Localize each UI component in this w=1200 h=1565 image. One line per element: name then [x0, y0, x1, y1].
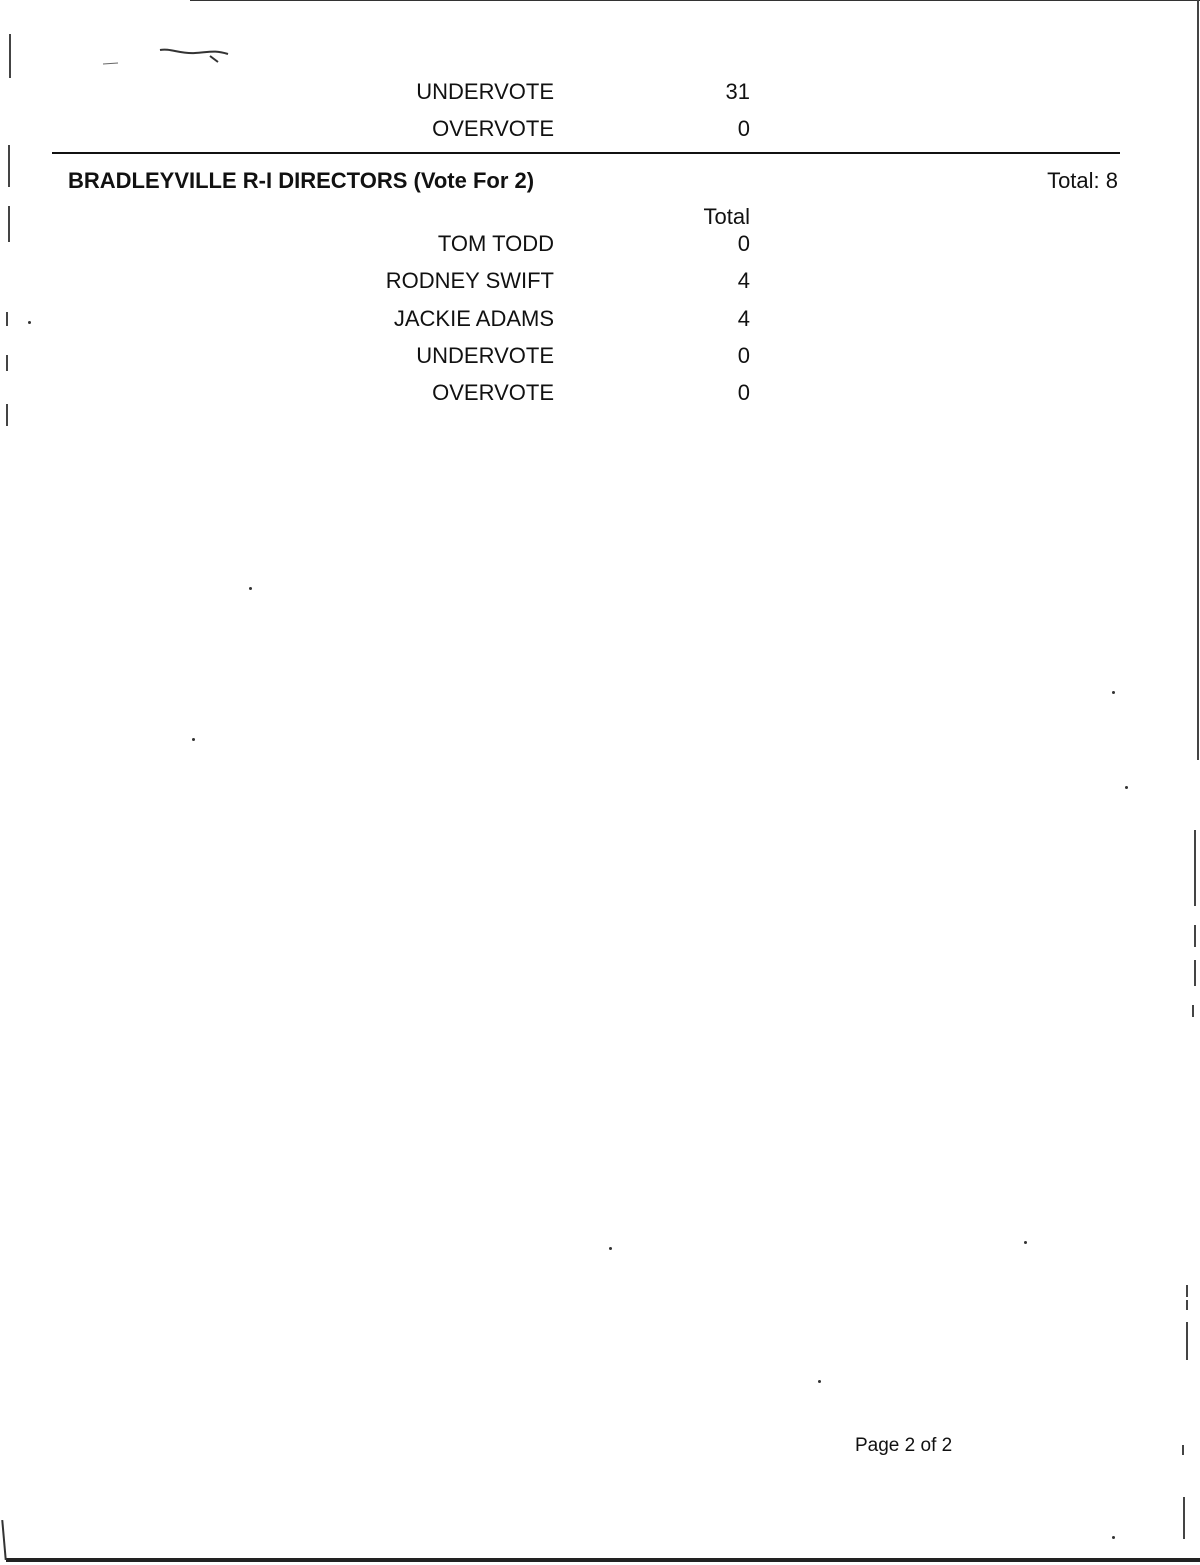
scan-mark: [8, 206, 10, 242]
scan-mark: [1186, 1322, 1188, 1360]
scan-mark: [1186, 1285, 1188, 1297]
previous-undervote-value: 31: [725, 79, 750, 104]
previous-undervote-label: UNDERVOTE: [416, 79, 554, 104]
total-column-header: Total: [703, 204, 750, 229]
candidate-votes: 4: [737, 306, 750, 331]
scan-speck: [1112, 1536, 1115, 1539]
contest-divider: [52, 152, 1120, 154]
scan-mark: [1194, 830, 1196, 906]
scan-mark: [6, 355, 8, 371]
scan-mark: [6, 404, 8, 426]
scan-mark: [1186, 1300, 1188, 1310]
scan-edge-right: [1197, 0, 1199, 760]
candidate-votes: 0: [737, 231, 750, 256]
handwritten-scribble: [100, 44, 240, 74]
scan-speck: [28, 321, 31, 324]
candidate-votes: 4: [737, 268, 750, 293]
candidate-label: JACKIE ADAMS: [393, 306, 554, 331]
undervote-label: UNDERVOTE: [416, 343, 554, 368]
previous-overvote-label: OVERVOTE: [432, 116, 554, 141]
scan-mark: [1194, 925, 1196, 947]
scan-mark: [1192, 1005, 1194, 1017]
previous-overvote-value: 0: [737, 116, 750, 141]
scan-mark: [1182, 1445, 1184, 1455]
scan-edge-top: [190, 0, 1200, 1]
scan-speck: [249, 587, 252, 590]
candidate-label: TOM TODD: [437, 231, 554, 256]
scan-edge-left: [1, 1520, 6, 1560]
scan-mark: [1183, 1497, 1185, 1539]
overvote-value: 0: [737, 380, 750, 405]
scan-speck: [1125, 786, 1128, 789]
scan-speck: [192, 738, 195, 741]
scan-edge-bottom: [6, 1558, 1200, 1562]
candidate-label: RODNEY SWIFT: [385, 268, 554, 293]
scan-mark: [1194, 960, 1196, 986]
scan-mark: [6, 312, 8, 326]
contest-title: BRADLEYVILLE R-I DIRECTORS (Vote For 2): [68, 168, 535, 193]
scan-speck: [609, 1247, 612, 1250]
scan-speck: [1112, 691, 1115, 694]
contest-total: Total: 8: [1047, 168, 1118, 193]
scan-speck: [818, 1380, 821, 1383]
scan-mark: [9, 34, 11, 78]
overvote-label: OVERVOTE: [432, 380, 554, 405]
page-number: Page 2 of 2: [855, 1435, 953, 1456]
undervote-value: 0: [737, 343, 750, 368]
scan-mark: [8, 145, 10, 187]
scan-speck: [1024, 1241, 1027, 1244]
